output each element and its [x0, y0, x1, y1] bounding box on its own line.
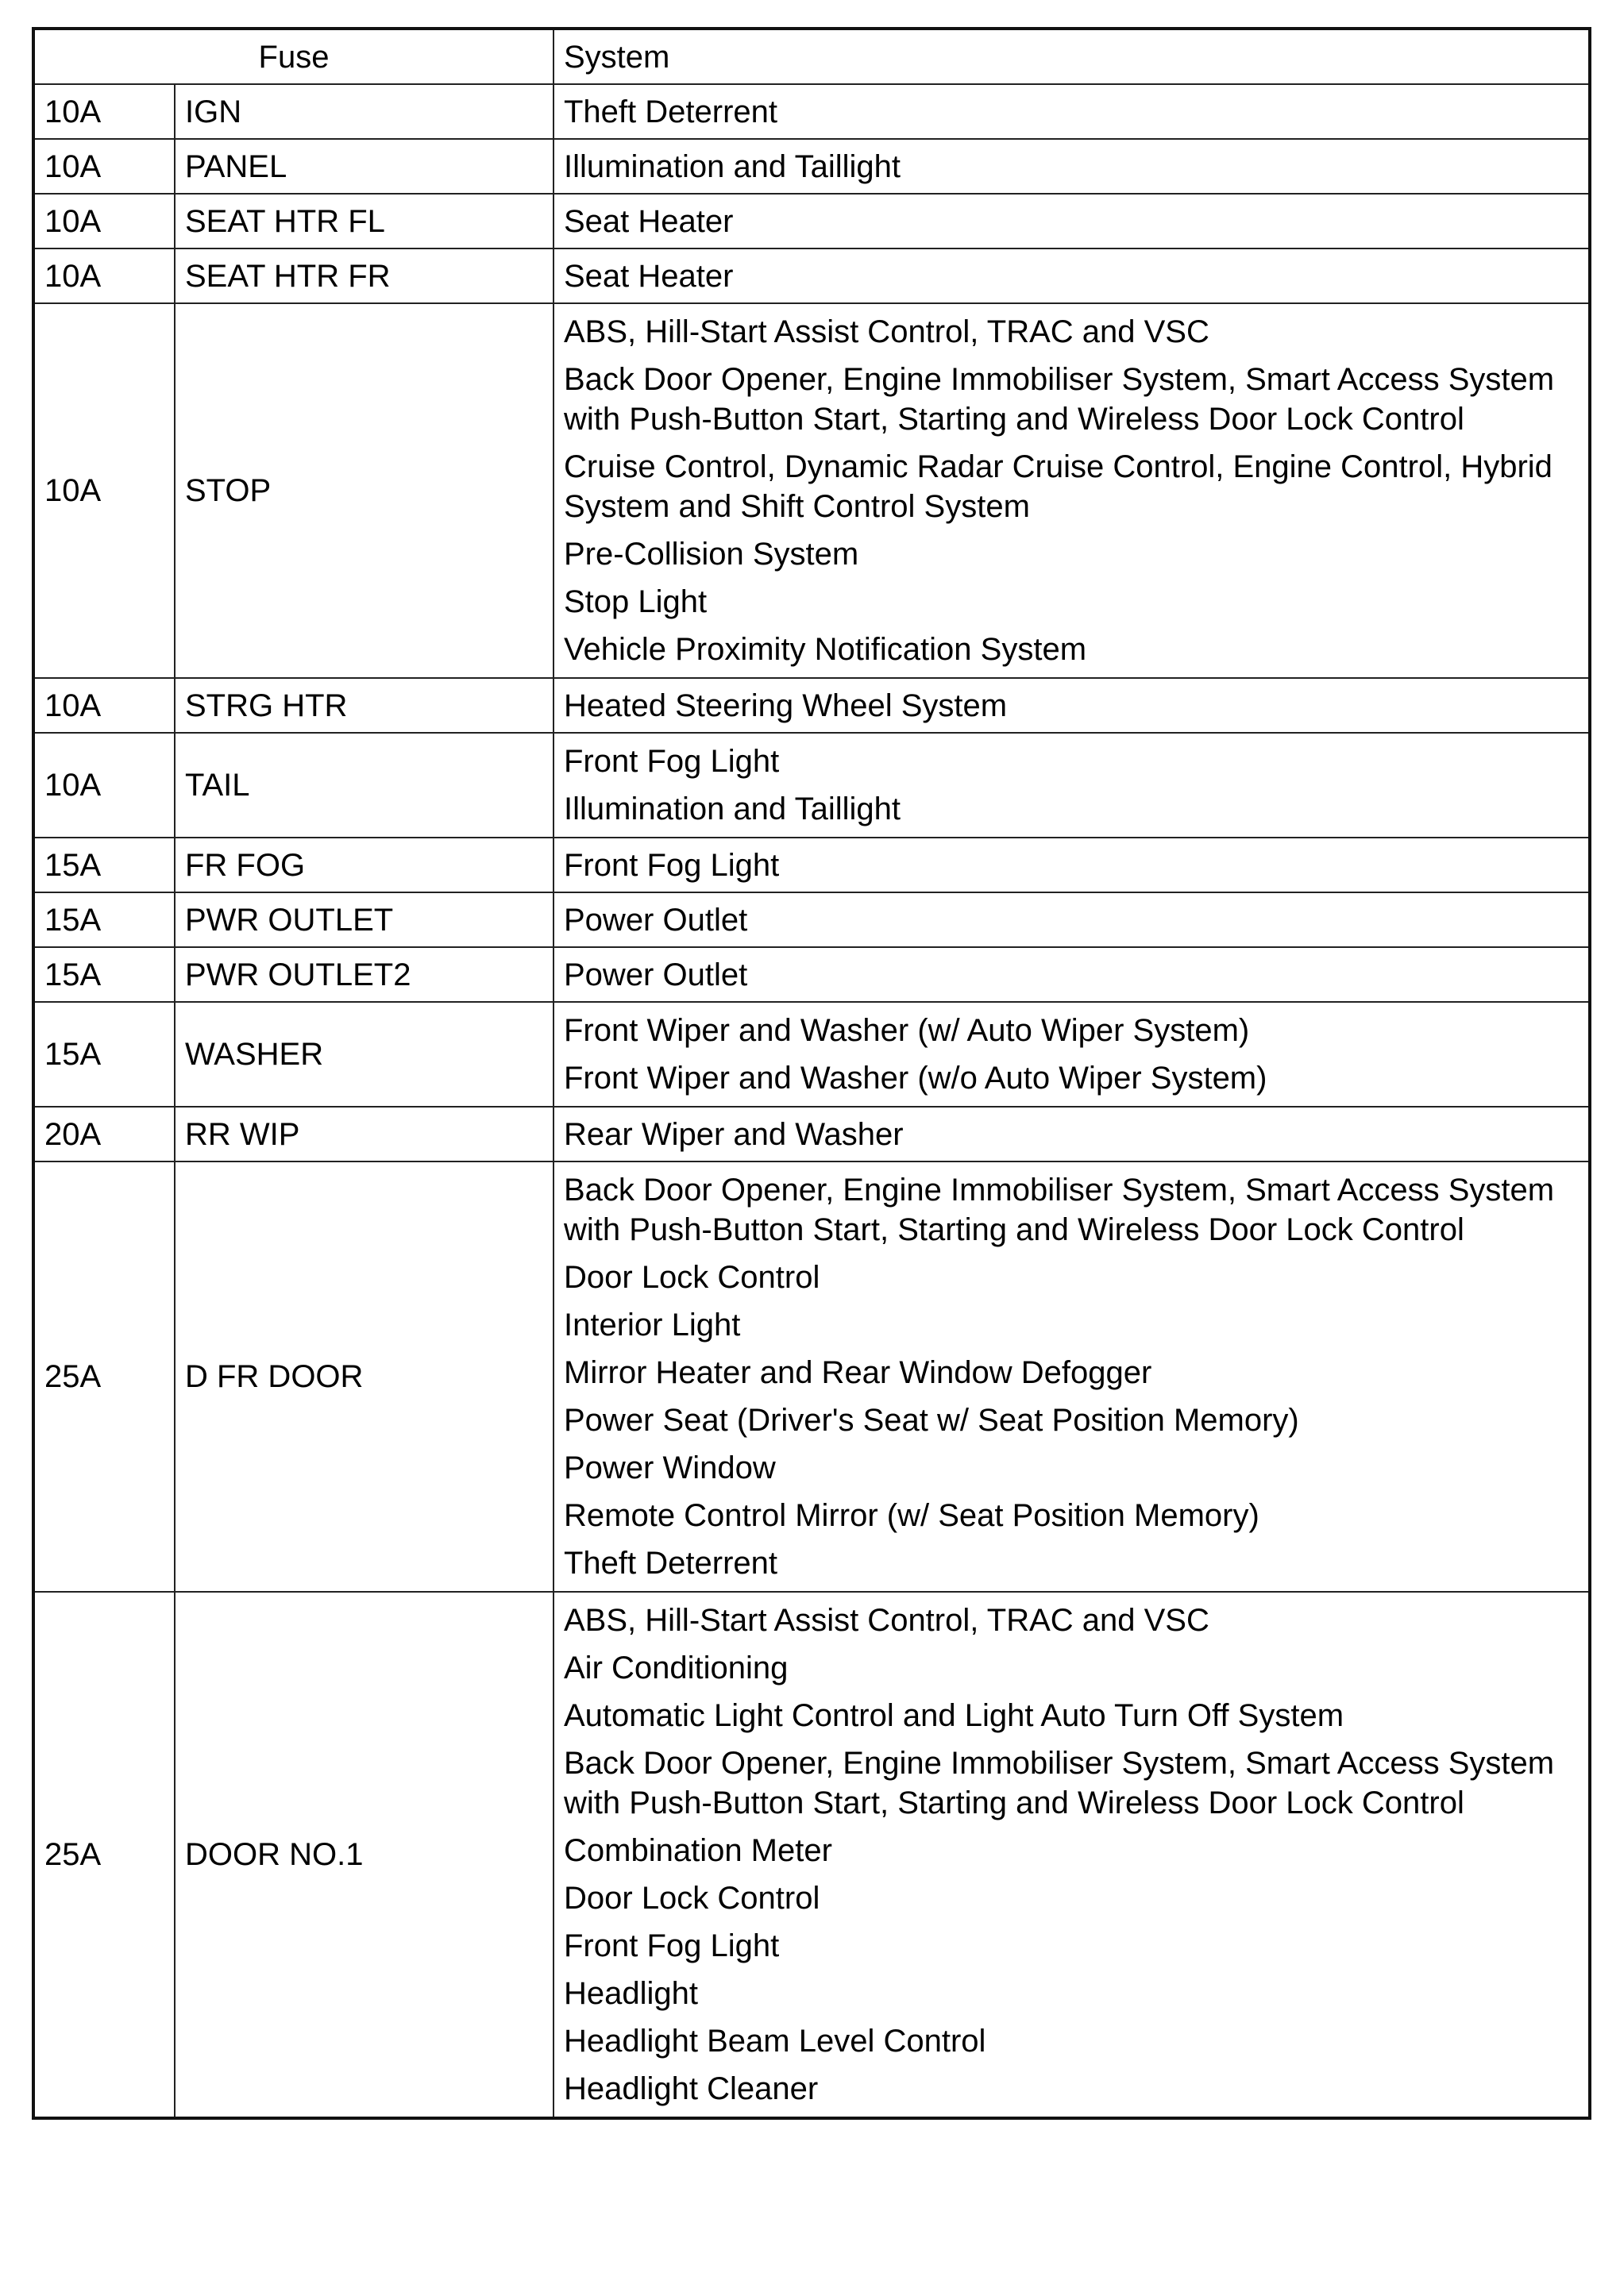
fuse-name: SEAT HTR FL	[175, 194, 554, 248]
system-entry: Pre-Collision System	[564, 537, 859, 572]
fuse-name: D FR DOOR	[175, 1161, 554, 1592]
table-row	[33, 139, 1590, 194]
fuse-amperage: 10A	[33, 733, 175, 838]
table-row	[33, 194, 1590, 248]
table-row	[33, 248, 1590, 303]
system-entry: Vehicle Proximity Notification System	[564, 632, 1087, 667]
fuse-systems	[554, 1592, 1590, 2118]
fuse-amperage: 15A	[33, 1002, 175, 1107]
table-header-row	[33, 29, 1590, 84]
system-entry: ABS, Hill-Start Assist Control, TRAC and VSC	[564, 1603, 1209, 1638]
system-entry: Theft Deterrent	[564, 1546, 778, 1581]
system-entry: Remote Control Mirror (w/ Seat Position Memory)	[564, 1498, 1259, 1533]
table-row	[33, 84, 1590, 139]
system-entry: Automatic Light Control and Light Auto Turn Off System	[564, 1698, 1344, 1733]
fuse-column-header: Fuse	[33, 29, 554, 84]
fuse-name: STRG HTR	[175, 678, 554, 733]
system-entry: Front Fog Light	[564, 847, 780, 883]
fuse-table	[32, 27, 1591, 2120]
table-row	[33, 1592, 1590, 2118]
system-entry: Illumination and Taillight	[564, 148, 901, 184]
fuse-name: RR WIP	[175, 1107, 554, 1161]
fuse-name: STOP	[175, 303, 554, 678]
fuse-name: DOOR NO.1	[175, 1592, 554, 2118]
system-entry: Power Outlet	[564, 902, 748, 938]
table-row	[33, 1161, 1590, 1592]
system-entry: Power Outlet	[564, 957, 748, 992]
fuse-amperage: 10A	[33, 248, 175, 303]
fuse-systems	[554, 1002, 1590, 1107]
fuse-name: WASHER	[175, 1002, 554, 1107]
system-entry: Back Door Opener, Engine Immobiliser System, Smart Access System with Push-Button Start, Starting and Wireless Door Lock Control	[564, 362, 1555, 437]
table-row	[33, 892, 1590, 947]
system-entry: Theft Deterrent	[564, 94, 778, 129]
fuse-systems	[554, 248, 1590, 303]
system-entry: Seat Heater	[564, 203, 734, 239]
fuse-amperage: 20A	[33, 1107, 175, 1161]
fuse-table-frame	[32, 27, 1588, 2120]
system-entry: Front Wiper and Washer (w/ Auto Wiper System)	[564, 1013, 1250, 1048]
fuse-amperage: 25A	[33, 1592, 175, 2118]
fuse-systems	[554, 838, 1590, 892]
fuse-amperage: 10A	[33, 84, 175, 139]
system-entry: ABS, Hill-Start Assist Control, TRAC and VSC	[564, 314, 1209, 349]
fuse-systems	[554, 678, 1590, 733]
system-entry: Front Fog Light	[564, 744, 780, 779]
system-entry: Mirror Heater and Rear Window Defogger	[564, 1355, 1152, 1390]
fuse-name: PWR OUTLET	[175, 892, 554, 947]
table-row	[33, 1107, 1590, 1161]
system-entry: Heated Steering Wheel System	[564, 688, 1008, 723]
fuse-systems	[554, 194, 1590, 248]
system-entry: Rear Wiper and Washer	[564, 1116, 904, 1152]
fuse-table-body	[33, 84, 1590, 2118]
fuse-amperage: 10A	[33, 139, 175, 194]
system-entry: Combination Meter	[564, 1833, 832, 1868]
fuse-amperage: 15A	[33, 947, 175, 1002]
fuse-systems	[554, 733, 1590, 838]
system-entry: Interior Light	[564, 1308, 741, 1343]
fuse-name: IGN	[175, 84, 554, 139]
system-entry: Headlight Cleaner	[564, 2071, 819, 2106]
table-row	[33, 1002, 1590, 1107]
fuse-systems	[554, 892, 1590, 947]
system-entry: Illumination and Taillight	[564, 792, 901, 826]
fuse-amperage: 10A	[33, 678, 175, 733]
system-entry: Power Seat (Driver's Seat w/ Seat Position Memory)	[564, 1403, 1299, 1438]
system-column-header: System	[554, 29, 1590, 84]
fuse-amperage: 10A	[33, 194, 175, 248]
system-entry: Cruise Control, Dynamic Radar Cruise Control, Engine Control, Hybrid System and Shift Control System	[564, 449, 1552, 524]
fuse-name: TAIL	[175, 733, 554, 838]
system-entry: Headlight Beam Level Control	[564, 2024, 986, 2059]
fuse-systems	[554, 947, 1590, 1002]
system-entry: Back Door Opener, Engine Immobiliser System, Smart Access System with Push-Button Start, Starting and Wireless Door Lock Control	[564, 1173, 1555, 1247]
system-entry: Air Conditioning	[564, 1651, 789, 1685]
fuse-systems	[554, 1107, 1590, 1161]
fuse-name: PWR OUTLET2	[175, 947, 554, 1002]
table-row	[33, 733, 1590, 838]
fuse-amperage: 15A	[33, 838, 175, 892]
fuse-systems	[554, 84, 1590, 139]
table-row	[33, 947, 1590, 1002]
system-entry: Stop Light	[564, 584, 708, 619]
system-entry: Headlight	[564, 1976, 699, 2011]
system-entry: Door Lock Control	[564, 1260, 820, 1295]
fuse-systems	[554, 303, 1590, 678]
fuse-name: SEAT HTR FR	[175, 248, 554, 303]
table-row	[33, 303, 1590, 678]
fuse-systems	[554, 139, 1590, 194]
fuse-name: FR FOG	[175, 838, 554, 892]
fuse-amperage: 25A	[33, 1161, 175, 1592]
fuse-name: PANEL	[175, 139, 554, 194]
system-entry: Front Fog Light	[564, 1928, 780, 1963]
system-entry: Front Wiper and Washer (w/o Auto Wiper System)	[564, 1061, 1267, 1096]
system-entry: Back Door Opener, Engine Immobiliser System, Smart Access System with Push-Button Start, Starting and Wireless Door Lock Control	[564, 1746, 1555, 1820]
table-row	[33, 678, 1590, 733]
fuse-amperage: 10A	[33, 303, 175, 678]
fuse-amperage: 15A	[33, 892, 175, 947]
table-row	[33, 838, 1590, 892]
system-entry: Door Lock Control	[564, 1881, 820, 1916]
fuse-systems	[554, 1161, 1590, 1592]
system-entry: Power Window	[564, 1450, 776, 1485]
system-entry: Seat Heater	[564, 258, 734, 294]
